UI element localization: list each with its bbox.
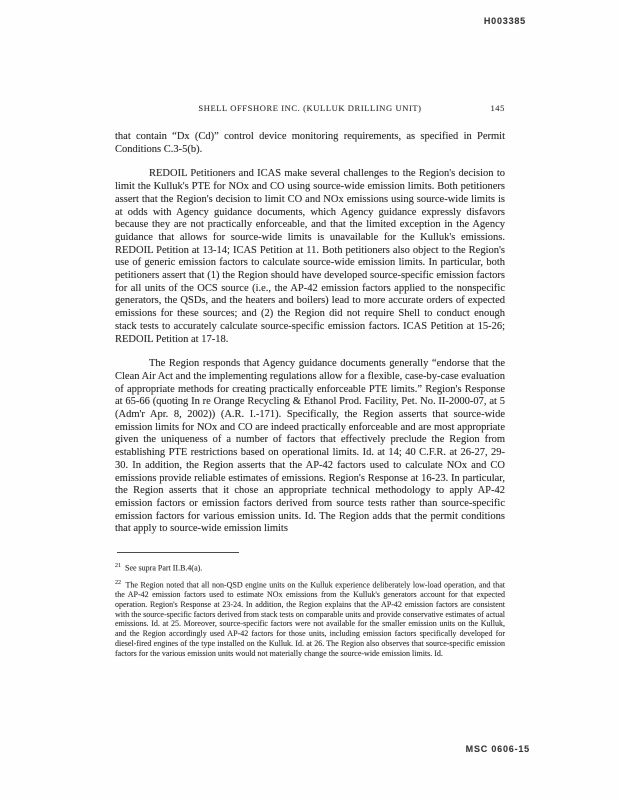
footnote-number: 21 bbox=[115, 563, 121, 570]
footnote-number: 22 bbox=[115, 579, 121, 586]
footnote bbox=[115, 579, 505, 659]
footnote bbox=[115, 562, 505, 573]
paragraph-continuation: that contain “Dx (Cd)” control device monitoring requirements, as specified in Permit Conditions C.3-5(b). bbox=[115, 131, 505, 155]
paragraph: REDOIL Petitioners and ICAS make several challenges to the Region's decision to limit the Kulluk's PTE for NOx and CO using source-wide emission limits. Both petitioners assert that the Region's decision to limit CO and NOx emissions using source-wide limits is at odds with Agency guidance documents, which Agency guidance expressly disfavors because they are not practically enforceable, and that the limited exception in the Agency guidance that allows for source-wide limits is unavailable for the Kulluk's emissions. REDOIL Petition at 13-14; ICAS Petition at 11. Both petitioners also object to the Region's use of generic emission factors to calculate source-wide emission limits. In particular, both petitioners assert that (1) the Region should have developed source-specific emission factors for all units of the OCS source (i.e., the AP-42 emission factors applied to the nonspecific generators, the QSDs, and the heaters and boilers) lead to more accurate orders of expected emissions for these sources; and (2) the Region did not require Shell to conduct enough stack tests to accurately calculate source-specific emission factors. ICAS Petition at 15-26; REDOIL Petition at 17-18. bbox=[115, 168, 505, 345]
bates-stamp-bottom: MSC 0606-15 bbox=[465, 744, 530, 754]
header-title: SHELL OFFSHORE INC. (KULLUK DRILLING UNIT) bbox=[198, 103, 422, 113]
footnote-text: See supra Part II.B.4(a). bbox=[125, 563, 203, 573]
footnote-text: The Region noted that all non-QSD engine units on the Kulluk experience deliberately low-load operation, and that the AP-42 emission factors used to estimate NOx emissions from the Kulluk's generators account for that expected operation. Region's Response at 23-24. In addition, the Region explains that the AP-42 emission factors are consistent with the source-specific factors derived from stack tests on comparable units and provide conservative estimates of actual emissions. Id. at 25. Moreover, source-specific factors were not available for the smaller emission units on the Kulluk, and the Region accordingly used AP-42 factors for those units, including emission factors specifically developed for diesel-fired engines of the type installed on the Kulluk. Id. at 26. The Region also observes that source-specific emission factors for the various emission units would not materially change the source-wide emission limits. Id. bbox=[115, 580, 505, 658]
running-header bbox=[115, 103, 505, 113]
document-body bbox=[115, 131, 505, 664]
paragraph: The Region responds that Agency guidance documents generally “endorse that the Clean Air Act and the implementing regulations allow for a flexible, case-by-case evaluation of appropriate methods for creating practically enforceable PTE limits.” Region's Response at 65-66 (quoting In re Orange Recycling & Ethanol Prod. Facility, Pet. No. II-2000-07, at 5 (Adm'r Apr. 8, 2002)) (A.R. I.-171). Specifically, the Region asserts that source-wide emission limits for NOx and CO are indeed practically enforceable and are most appropriate given the uniqueness of a number of factors that effectively preclude the Region from establishing PTE restrictions based on operational limits. Id. at 14; 40 C.F.R. at 26-27, 29-30. In addition, the Region asserts that the AP-42 factors used to calculate NOx and CO emissions provide reliable estimates of emissions. Region's Response at 16-23. In particular, the Region asserts that it chose an appropriate technical methodology to apply AP-42 emission factors or emission factors derived from source tests rather than source-specific emission factors for various emission units. Id. The Region adds that the permit conditions that apply to source-wide emission limits bbox=[115, 358, 505, 535]
footnote-separator bbox=[117, 552, 239, 553]
bates-stamp-top: H003385 bbox=[483, 16, 526, 26]
footnotes-section bbox=[115, 562, 505, 658]
page-number: 145 bbox=[490, 103, 505, 113]
